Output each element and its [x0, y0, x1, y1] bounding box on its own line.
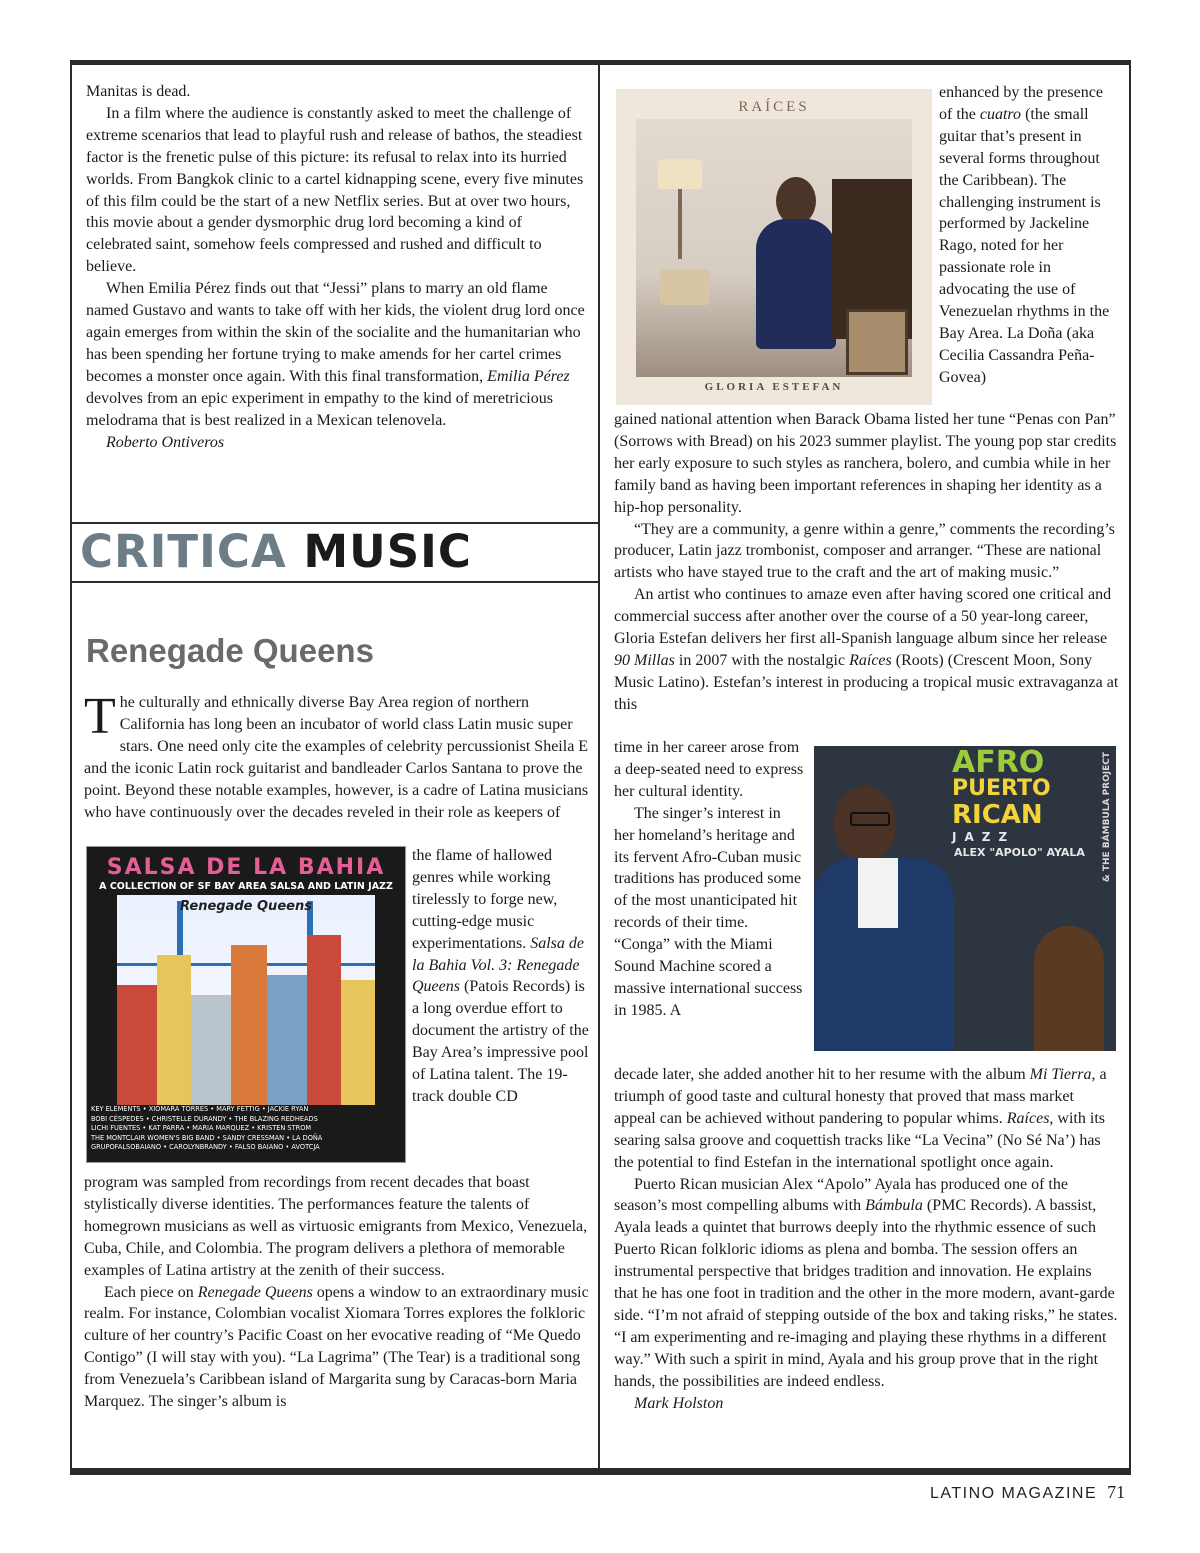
section-title: CRITICA MUSIC	[80, 525, 472, 578]
author-signature: Roberto Ontiveros	[106, 433, 225, 451]
cover-artist: ALEX "APOLO" AYALA	[954, 846, 1085, 859]
paragraph: program was sampled from recordings from recent decades that boast stylistically diverse identities. The performances feature the talents of homegrown musicians as well as virtuosic emigrants from Mexico, Venezuela, Cuba, Chile, and Colombia. The program delivers a plethora of memorable examples of Latina artistry at the zenith of their success.	[84, 1174, 588, 1279]
cover-photo	[636, 119, 912, 377]
singer-head	[776, 177, 816, 225]
page-number: 71	[1107, 1482, 1126, 1502]
paragraph: enhanced by the presence of the cuatro (the small guitar that’s present in several forms throughout the Caribbean). The challenging instrument is performed by Jackeline Rago, noted for her passionate role in advocating the use of Venezuelan rhythms in the Bay Area. La Doña (aka Cecilia Cassandra Peña-Govea)	[939, 84, 1110, 386]
cover-title: SALSA DE LA BAHIA	[106, 855, 386, 880]
article-headline: Renegade Queens	[86, 632, 374, 669]
upright-bass	[1034, 926, 1104, 1051]
lamp-shade	[658, 159, 702, 189]
singer-dress	[756, 219, 836, 349]
page-footer	[930, 1482, 1125, 1503]
paragraph: time in her career arose from a deep-seated need to express her cultural identity.	[614, 739, 804, 800]
magazine-name: LATINO MAGAZINE	[930, 1485, 1098, 1502]
paragraph: gained national attention when Barack Obama listed her tune “Penas con Pan” (Sorrows with Bread) on his 2023 summer playlist. The young pop star credits her early exposure to such styles as ranchera, bolero, and cumbia while in her family band as having been important references in shaping her identity as a hip-hop personality.	[614, 411, 1117, 516]
cover-title: RAÍCES	[738, 99, 810, 115]
top-rule	[70, 60, 1131, 65]
drop-cap: T	[84, 688, 116, 745]
glasses	[850, 812, 890, 826]
paragraph: In a film where the audience is constantly asked to meet the challenge of extreme scenarios that lead to playful rush and release of bathos, the steadiest factor is the frenetic pulse of this picture: its refusal to relax into its hurried worlds. From Bangkok clinic to a cartel kidnapping scene, every five minutes of this film could be the start of a new Netflix series. But at over two hours, this movie about a gender dysmorphic drug lord becoming a kind of celebrated saint, somehow feels compressed and rushed and difficult to believe.	[86, 104, 584, 276]
salsa-de-la-bahia-album-cover	[86, 846, 406, 1163]
paragraph: Each piece on Renegade Queens opens a window to an extraordinary music realm. For instance, Colombian vocalist Xiomara Torres explores the folkloric culture of her country’s Pacific Coast on her evocative reading of “Me Quedo Contigo” (I will stay with you). “La Lagrima” (The Tear) is a traditional song from Venezuela’s Caribbean island of Margarita sung by Caracas-born Maria Marquez. The singer’s album is	[84, 1283, 589, 1411]
section-banner	[70, 522, 598, 583]
building	[157, 955, 191, 1105]
column-divider	[598, 62, 600, 1472]
paragraph: Manitas is dead.	[86, 83, 191, 100]
paragraph: The singer’s interest in her homeland’s heritage and its fervent Afro-Cuban music traditions has produced some of the most unanticipated hit records of their time. “Conga” with the Miami Sound Machine scored a massive international success in 1985. A	[614, 804, 803, 1019]
raices-album-cover	[616, 89, 932, 405]
paragraph: Puerto Rican musician Alex “Apolo” Ayala has produced one of the season’s most compelling albums with Bámbula (PMC Records). A bassist, Ayala leads a quintet that burrows deeply into the rhythmic essence of such Puerto Rican folkloric idioms as plena and bomba. The session offers an instrumental perspective that bridges tradition and innovation. He explains that he has one foot in tradition and the other in the more modern, avant-garde side. “I’m not afraid of stepping outside of the box and taking risks,” he states. “I am experimenting and re-imaging and playing these rhythms in a different way.” With such a spirit in mind, Ayala and his group prove that in the right hands, the possibilities are indeed endless.	[614, 1175, 1118, 1390]
paragraph: When Emilia Pérez finds out that “Jessi” plans to marry an old flame named Gustavo and wants to take off with her kids, the violent drug lord once again emerges from within the skin of the socialite and the humanitarian who has been spending her fortune trying to make amends for her cartel crimes becomes a monster once again. With this final transformation, Emilia Pérez devolves from an epic experiment in empathy to the kind of meretricious melodrama that is best realized in a Mexican telenovela.	[86, 280, 585, 429]
building	[231, 945, 267, 1105]
author-signature: Mark Holston	[634, 1394, 724, 1412]
paragraph: “They are a community, a genre within a genre,” comments the recording’s producer, Latin jazz trombonist, composer and arranger. “These are national artists who have stayed true to the craft and the art of making music.”	[614, 520, 1115, 582]
article-body-intro	[84, 688, 589, 823]
paragraph: The culturally and ethnically diverse Bay Area region of northern California has long been an incubator of world class Latin music super stars. One need only cite the examples of celebrity percussionist Sheila E and the iconic Latin rock guitarist and bandleader Carlos Santana to prove the point. Beyond these notable examples, however, is a cadre of Latina musicians who have continuously over the decades reveled in their role as keepers of	[84, 688, 589, 821]
cover-artist: GLORIA ESTEFAN	[704, 381, 844, 393]
building	[117, 985, 157, 1105]
cover-logo: AFRO PUERTO RICAN JAZZ	[952, 746, 1051, 844]
shirt	[858, 858, 898, 928]
paragraph: the flame of hallowed genres while working tirelessly to forge new, cutting-edge music experimentations. Salsa de la Bahia Vol. 3: Renegade Queens (Patois Records) is a long overdue effort to document the artistry of the Bay Area’s impressive pool of Latina talent. The 19-track double CD	[412, 847, 589, 1105]
article-body-right-lower	[614, 1064, 1119, 1415]
right-border	[1129, 62, 1131, 1472]
previous-review-ending	[86, 81, 586, 453]
paragraph: An artist who continues to amaze even after having scored one critical and commercial success after another over the course of a 50 year-long career, Gloria Estefan delivers her first all-Spanish language album since her release 90 Millas in 2007 with the nostalgic Raíces (Roots) (Crescent Moon, Sony Music Latino). Estefan’s interest in producing a tropical music extravaganza at this	[614, 586, 1119, 713]
cover-credits: KEY ELEMENTS • XIOMARA TORRES • MARY FETTIG • JACKIE RYAN BOBI CÉSPEDES • CHRISTELLE DURANDY • THE BLAZING REDHEADS LICHI FUENTES • KAT PARRA • MARIA MARQUEZ • KRISTEN STROM THE MONTCLAIR WOMEN'S BIG BAND • SANDY CRESSMAN • LA DOÑA GRUPOFALSOBAIANO • CAROLYNBRANDY • FALSO BAIANO • AVOTCJA	[91, 1105, 323, 1151]
photo-frame	[846, 309, 908, 375]
radio	[660, 269, 710, 305]
cover-subtitle: A COLLECTION OF SF BAY AREA SALSA AND LATIN JAZZ	[99, 881, 393, 892]
building	[191, 995, 231, 1105]
lamp-stand	[678, 189, 682, 259]
building	[267, 975, 307, 1105]
article-body-lower	[84, 1172, 589, 1413]
bottom-rule	[70, 1468, 1131, 1475]
article-body-beside-cover	[412, 845, 592, 1108]
cover-artwork	[117, 895, 375, 1105]
article-body-right-middle	[614, 409, 1119, 716]
building	[307, 935, 341, 1105]
paragraph: decade later, she added another hit to her resume with the album Mi Tierra, a triumph of good taste and cultural honesty that proved that mass market appeal can be achieved without pandering to popular whims. Raíces, with its searing salsa groove and coquettish tracks like “La Vecina” (No Sé Na’) has the potential to find Estefan in the international spotlight once again.	[614, 1066, 1107, 1171]
article-body-beside-afro	[614, 737, 804, 1022]
cover-art-title: Renegade Queens	[180, 899, 312, 914]
afro-puerto-rican-jazz-album-cover	[814, 746, 1116, 1051]
building	[341, 980, 375, 1105]
left-border	[70, 62, 72, 1472]
cover-side-text: & THE BÁMBULA PROJECT	[1102, 752, 1112, 883]
article-body-beside-raices	[939, 82, 1119, 389]
